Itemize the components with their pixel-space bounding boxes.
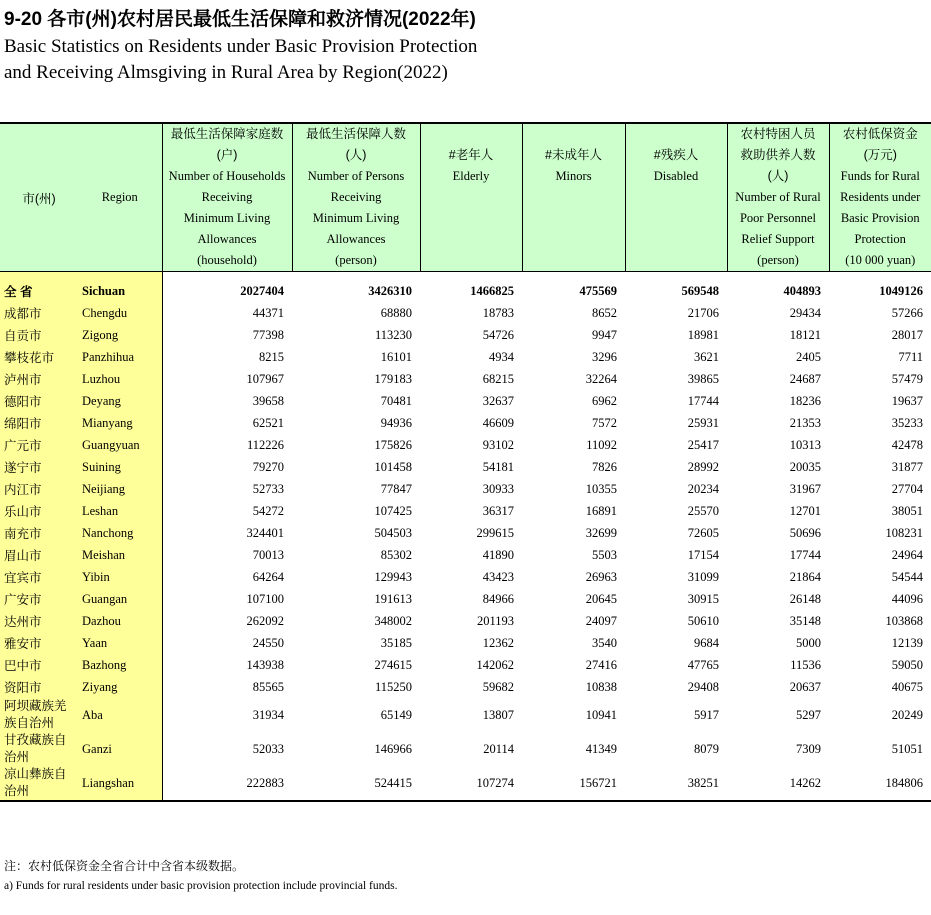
cell-households: 31934 (252, 707, 284, 722)
cell-disabled: 72605 (687, 525, 719, 540)
table-row (0, 544, 931, 566)
spacer-row (0, 272, 931, 281)
cell-minors: 5503 (592, 547, 617, 562)
cell-funds: 12139 (891, 635, 923, 650)
region-cn: 自贡市 (0, 324, 78, 346)
cell-funds: 103868 (885, 613, 923, 628)
cell-households: 107100 (246, 591, 284, 606)
cell-poor: 5297 (796, 707, 821, 722)
region-en: Leshan (78, 500, 162, 522)
cell-minors: 32264 (585, 371, 617, 386)
cell-persons: 175826 (374, 437, 412, 452)
cell-minors: 475569 (579, 283, 617, 298)
cell-poor: 29434 (789, 305, 821, 320)
cell-elderly: 59682 (482, 679, 514, 694)
region-cn: 雅安市 (0, 632, 78, 654)
cell-minors: 11092 (586, 437, 617, 452)
cell-funds: 184806 (829, 766, 931, 801)
table-row (0, 456, 931, 478)
cell-disabled: 25570 (687, 503, 719, 518)
region-cn: 内江市 (0, 478, 78, 500)
cell-households: 77398 (252, 327, 284, 342)
cell-funds: 59050 (891, 657, 923, 672)
region-en: Luzhou (78, 368, 162, 390)
cell-disabled: 31099 (687, 569, 719, 584)
region-en: Neijiang (78, 478, 162, 500)
cell-households: 8215 (259, 349, 284, 364)
cell-minors: 27416 (585, 657, 617, 672)
cell-persons: 129943 (374, 569, 412, 584)
cell-households: 54272 (252, 503, 284, 518)
table-row (0, 698, 931, 732)
table-title-english-line1: Basic Statistics on Residents under Basic Provision Protection (4, 36, 478, 57)
cell-households: 52033 (252, 741, 284, 756)
region-cn: 乐山市 (0, 500, 78, 522)
cell-minors: 9947 (592, 327, 617, 342)
cell-poor: 31967 (789, 481, 821, 496)
cell-persons: 191613 (374, 591, 412, 606)
cell-funds: 57479 (891, 371, 923, 386)
region-en: Yaan (78, 632, 162, 654)
cell-funds: 19637 (891, 393, 923, 408)
cell-poor: 20637 (789, 679, 821, 694)
cell-minors: 41349 (585, 741, 617, 756)
cell-elderly: 1466825 (470, 283, 514, 298)
table-row (0, 500, 931, 522)
region-cn: 宜宾市 (0, 566, 78, 588)
cell-disabled: 5917 (694, 707, 719, 722)
cell-minors: 26963 (585, 569, 617, 584)
cell-disabled: 21706 (687, 305, 719, 320)
cell-elderly: 43423 (482, 569, 514, 584)
cell-poor: 20035 (789, 459, 821, 474)
table-row (0, 478, 931, 500)
cell-minors: 10941 (585, 707, 617, 722)
table-row (0, 676, 931, 698)
cell-households: 222883 (162, 766, 292, 801)
cell-elderly: 299615 (476, 525, 514, 540)
region-en: Nanchong (78, 522, 162, 544)
total-row (0, 280, 931, 302)
region-en: Dazhou (78, 610, 162, 632)
cell-funds: 44096 (891, 591, 923, 606)
table-row (0, 522, 931, 544)
cell-households: 52733 (252, 481, 284, 496)
cell-elderly: 68215 (482, 371, 514, 386)
cell-funds: 24964 (891, 547, 923, 562)
table-row (0, 566, 931, 588)
table-title-chinese: 9-20 各市(州)农村居民最低生活保障和救济情况(2022年) (4, 9, 476, 30)
statistics-table (0, 122, 931, 802)
cell-disabled: 9684 (694, 635, 719, 650)
cell-elderly: 93102 (482, 437, 514, 452)
region-en: Suining (78, 456, 162, 478)
cell-funds: 57266 (891, 305, 923, 320)
region-cn: 阿坝藏族羌族自治州 (0, 698, 78, 732)
cell-disabled: 8079 (694, 741, 719, 756)
cell-poor: 14262 (727, 766, 829, 801)
region-en: Liangshan (78, 766, 162, 801)
cell-elderly: 142062 (476, 657, 514, 672)
cell-poor: 21864 (789, 569, 821, 584)
cell-minors: 16891 (585, 503, 617, 518)
header-poor-relief: 农村特困人员 救助供养人数 (人) Number of Rural Poor Personnel Relief Support (person) (727, 123, 829, 272)
cell-disabled: 50610 (687, 613, 719, 628)
cell-minors: 3296 (592, 349, 617, 364)
region-en: Mianyang (78, 412, 162, 434)
cell-persons: 179183 (374, 371, 412, 386)
cell-funds: 38051 (891, 503, 923, 518)
region-en: Panzhihua (78, 346, 162, 368)
cell-elderly: 107274 (420, 766, 522, 801)
cell-funds: 31877 (891, 459, 923, 474)
cell-persons: 70481 (380, 393, 412, 408)
cell-elderly: 13807 (482, 707, 514, 722)
cell-elderly: 32637 (482, 393, 514, 408)
cell-poor: 11536 (790, 657, 821, 672)
table-row (0, 324, 931, 346)
region-en: Guangyuan (78, 434, 162, 456)
cell-funds: 35233 (891, 415, 923, 430)
region-cn: 巴中市 (0, 654, 78, 676)
cell-disabled: 30915 (687, 591, 719, 606)
cell-poor: 21353 (789, 415, 821, 430)
region-en: Zigong (78, 324, 162, 346)
table-row (0, 302, 931, 324)
cell-funds: 42478 (891, 437, 923, 452)
cell-persons: 274615 (374, 657, 412, 672)
cell-persons: 146966 (374, 741, 412, 756)
region-cn: 资阳市 (0, 676, 78, 698)
cell-minors: 6962 (592, 393, 617, 408)
cell-elderly: 36317 (482, 503, 514, 518)
cell-persons: 85302 (380, 547, 412, 562)
region-en: Guangan (78, 588, 162, 610)
cell-disabled: 39865 (687, 371, 719, 386)
cell-poor: 26148 (789, 591, 821, 606)
table-row (0, 368, 931, 390)
cell-disabled: 569548 (681, 283, 719, 298)
cell-minors: 20645 (585, 591, 617, 606)
table-row (0, 588, 931, 610)
cell-persons: 3426310 (368, 283, 412, 298)
table-row (0, 390, 931, 412)
region-cn: 泸州市 (0, 368, 78, 390)
cell-persons: 115250 (374, 679, 412, 694)
cell-minors: 10838 (585, 679, 617, 694)
region-cn: 广元市 (0, 434, 78, 456)
cell-elderly: 30933 (482, 481, 514, 496)
cell-elderly: 84966 (482, 591, 514, 606)
cell-persons: 68880 (380, 305, 412, 320)
region-en: Ganzi (78, 732, 162, 766)
cell-households: 79270 (252, 459, 284, 474)
cell-persons: 504503 (374, 525, 412, 540)
cell-persons: 101458 (374, 459, 412, 474)
region-cn: 达州市 (0, 610, 78, 632)
cell-disabled: 17744 (687, 393, 719, 408)
cell-disabled: 28992 (687, 459, 719, 474)
cell-persons: 107425 (374, 503, 412, 518)
cell-elderly: 54181 (482, 459, 514, 474)
cell-poor: 50696 (789, 525, 821, 540)
region-cn: 成都市 (0, 302, 78, 324)
cell-funds: 51051 (891, 741, 923, 756)
cell-households: 2027404 (240, 283, 284, 298)
cell-minors: 3540 (592, 635, 617, 650)
cell-poor: 5000 (796, 635, 821, 650)
cell-disabled: 25931 (687, 415, 719, 430)
cell-persons: 524415 (292, 766, 420, 801)
header-households: 最低生活保障家庭数 (户) Number of Households Receiving Minimum Living Allowances (household) (162, 123, 292, 272)
cell-poor: 35148 (789, 613, 821, 628)
cell-disabled: 3621 (694, 349, 719, 364)
cell-households: 62521 (252, 415, 284, 430)
region-en: Bazhong (78, 654, 162, 676)
cell-poor: 18121 (789, 327, 821, 342)
cell-households: 70013 (252, 547, 284, 562)
header-funds: 农村低保资金 (万元) Funds for Rural Residents under Basic Provision Protection (10 000 yuan) (829, 123, 931, 272)
cell-disabled: 29408 (687, 679, 719, 694)
cell-poor: 2405 (796, 349, 821, 364)
cell-disabled: 17154 (687, 547, 719, 562)
footnote-english: a) Funds for rural residents under basic provision protection include provincial funds. (4, 880, 398, 892)
cell-funds: 7711 (898, 349, 923, 364)
region-cn: 绵阳市 (0, 412, 78, 434)
cell-poor: 18236 (789, 393, 821, 408)
cell-minors: 8652 (592, 305, 617, 320)
cell-persons: 348002 (374, 613, 412, 628)
region-cn: 甘孜藏族自治州 (0, 732, 78, 766)
cell-persons: 35185 (380, 635, 412, 650)
region-en: Meishan (78, 544, 162, 566)
header-minors: #未成年人 Minors (522, 123, 625, 272)
cell-poor: 12701 (789, 503, 821, 518)
header-city-cn: 市(州) (0, 123, 78, 272)
cell-persons: 77847 (380, 481, 412, 496)
cell-households: 24550 (252, 635, 284, 650)
cell-minors: 7826 (592, 459, 617, 474)
cell-poor: 404893 (783, 283, 821, 298)
cell-funds: 108231 (885, 525, 923, 540)
region-en: Deyang (78, 390, 162, 412)
cell-elderly: 20114 (483, 741, 514, 756)
cell-elderly: 41890 (482, 547, 514, 562)
cell-elderly: 54726 (482, 327, 514, 342)
cell-disabled: 20234 (687, 481, 719, 496)
cell-disabled: 25417 (687, 437, 719, 452)
table-body (0, 272, 931, 802)
table-header-row (0, 123, 931, 272)
cell-poor: 10313 (789, 437, 821, 452)
table-row (0, 632, 931, 654)
region-cn: 攀枝花市 (0, 346, 78, 368)
header-persons: 最低生活保障人数 (人) Number of Persons Receiving Minimum Living Allowances (person) (292, 123, 420, 272)
cell-elderly: 4934 (489, 349, 514, 364)
cell-funds: 40675 (891, 679, 923, 694)
region-en: Chengdu (78, 302, 162, 324)
region-cn: 德阳市 (0, 390, 78, 412)
table-row (0, 610, 931, 632)
cell-persons: 65149 (380, 707, 412, 722)
cell-households: 85565 (252, 679, 284, 694)
cell-minors: 32699 (585, 525, 617, 540)
table-row (0, 346, 931, 368)
cell-households: 262092 (246, 613, 284, 628)
region-cn: 凉山彝族自治州 (0, 766, 78, 801)
cell-disabled: 47765 (687, 657, 719, 672)
cell-households: 44371 (252, 305, 284, 320)
cell-households: 39658 (252, 393, 284, 408)
cell-persons: 94936 (380, 415, 412, 430)
table-row (0, 766, 931, 801)
table-title-english-line2: and Receiving Almsgiving in Rural Area by Region(2022) (4, 62, 448, 83)
table-row (0, 732, 931, 766)
cell-elderly: 18783 (482, 305, 514, 320)
cell-poor: 7309 (796, 741, 821, 756)
region-en: Sichuan (78, 280, 162, 302)
cell-poor: 24687 (789, 371, 821, 386)
cell-households: 107967 (246, 371, 284, 386)
cell-minors: 156721 (522, 766, 625, 801)
cell-disabled: 18981 (687, 327, 719, 342)
cell-minors: 10355 (585, 481, 617, 496)
table-row (0, 434, 931, 456)
region-cn: 眉山市 (0, 544, 78, 566)
cell-minors: 7572 (592, 415, 617, 430)
cell-persons: 113230 (374, 327, 412, 342)
cell-poor: 17744 (789, 547, 821, 562)
cell-funds: 27704 (891, 481, 923, 496)
cell-funds: 20249 (891, 707, 923, 722)
header-elderly: #老年人 Elderly (420, 123, 522, 272)
region-en: Ziyang (78, 676, 162, 698)
cell-households: 143938 (246, 657, 284, 672)
cell-persons: 16101 (380, 349, 412, 364)
header-region-en: Region (78, 123, 162, 272)
cell-funds: 1049126 (879, 283, 923, 298)
region-cn: 广安市 (0, 588, 78, 610)
footnote-chinese: 注：农村低保资金全省合计中含省本级数据。 (4, 859, 245, 873)
region-cn: 全 省 (0, 280, 78, 302)
region-en: Yibin (78, 566, 162, 588)
cell-minors: 24097 (585, 613, 617, 628)
cell-households: 64264 (252, 569, 284, 584)
cell-funds: 54544 (891, 569, 923, 584)
cell-elderly: 12362 (482, 635, 514, 650)
table-row (0, 412, 931, 434)
cell-households: 112226 (246, 437, 284, 452)
table-row (0, 654, 931, 676)
cell-elderly: 46609 (482, 415, 514, 430)
cell-households: 324401 (246, 525, 284, 540)
header-disabled: #残疾人 Disabled (625, 123, 727, 272)
cell-funds: 28017 (891, 327, 923, 342)
region-cn: 南充市 (0, 522, 78, 544)
region-cn: 遂宁市 (0, 456, 78, 478)
cell-elderly: 201193 (476, 613, 514, 628)
region-en: Aba (78, 698, 162, 732)
cell-disabled: 38251 (625, 766, 727, 801)
